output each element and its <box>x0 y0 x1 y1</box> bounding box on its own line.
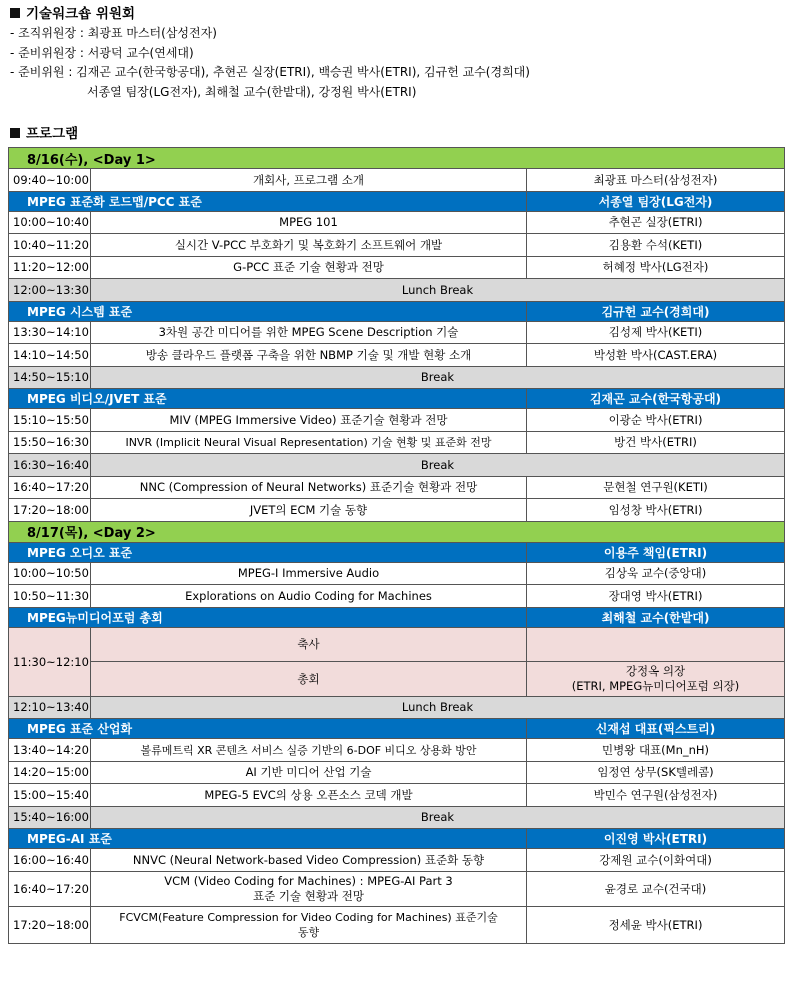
time-cell: 16:00~16:40 <box>9 849 91 872</box>
topic-cell: 실시간 V-PCC 부호화기 및 복호화기 소프트웨어 개발 <box>91 234 527 257</box>
section-title: MPEG 비디오/JVET 표준 <box>9 389 527 409</box>
table-row <box>9 256 785 279</box>
speaker-cell: 정세윤 박사(ETRI) <box>527 906 785 943</box>
speaker-affiliation: (ETRI, MPEG뉴미디어포럼 의장) <box>571 678 740 693</box>
table-row <box>9 476 785 499</box>
section-chair: 신재섭 대표(픽스트리) <box>527 719 785 739</box>
topic-line: 동향 <box>297 925 320 939</box>
time-cell: 10:40~11:20 <box>9 234 91 257</box>
break-label: Lunch Break <box>91 696 785 719</box>
speaker-cell <box>527 627 785 661</box>
section-title: MPEG 표준 산업화 <box>9 719 527 739</box>
speaker-cell: 장대영 박사(ETRI) <box>527 585 785 608</box>
section-title: MPEG-AI 표준 <box>9 829 527 849</box>
section-header-row <box>9 607 785 627</box>
time-cell: 10:00~10:50 <box>9 562 91 585</box>
break-label: Break <box>91 806 785 829</box>
section-title: MPEG뉴미디어포럼 총회 <box>9 607 527 627</box>
break-label: Break <box>91 366 785 389</box>
topic-cell: G-PCC 표준 기술 현황과 전망 <box>91 256 527 279</box>
committee-title: 기술워크숍 위원회 <box>26 6 136 22</box>
speaker-cell: 박민수 연구원(삼성전자) <box>527 784 785 807</box>
speaker-cell: 김용환 수석(KETI) <box>527 234 785 257</box>
speaker-cell: 최광표 마스터(삼성전자) <box>527 169 785 192</box>
time-cell: 14:10~14:50 <box>9 344 91 367</box>
speaker-cell: 김성제 박사(KETI) <box>527 321 785 344</box>
day-header-row <box>9 521 785 542</box>
section-header-row <box>9 829 785 849</box>
speaker-cell: 추현곤 실장(ETRI) <box>527 211 785 234</box>
section-chair: 서종열 팀장(LG전자) <box>527 191 785 211</box>
break-row <box>9 454 785 477</box>
table-row <box>9 871 785 906</box>
committee-line: 서종열 팀장(LG전자), 최해철 교수(한밭대), 강정원 박사(ETRI) <box>87 84 417 99</box>
section-chair: 이용주 책임(ETRI) <box>527 542 785 562</box>
table-row <box>9 234 785 257</box>
time-cell: 11:20~12:00 <box>9 256 91 279</box>
speaker-cell: 임정연 상무(SK텔레콤) <box>527 761 785 784</box>
time-cell: 13:40~14:20 <box>9 739 91 762</box>
section-title: MPEG 시스템 표준 <box>9 301 527 321</box>
speaker-cell: 강제원 교수(이화여대) <box>527 849 785 872</box>
table-row <box>9 431 785 454</box>
table-row <box>9 499 785 522</box>
program-heading <box>10 124 78 144</box>
time-cell: 10:50~11:30 <box>9 585 91 608</box>
table-row <box>9 906 785 943</box>
table-row <box>9 849 785 872</box>
committee-line: - 준비위원장 : 서광덕 교수(연세대) <box>10 45 194 60</box>
section-header-row <box>9 542 785 562</box>
speaker-cell: 민병왕 대표(Mn_nH) <box>527 739 785 762</box>
committee-heading <box>10 4 790 24</box>
speaker-cell: 윤경로 교수(건국대) <box>527 871 785 906</box>
speaker-cell: 박성환 박사(CAST.ERA) <box>527 344 785 367</box>
section-chair: 최해철 교수(한밭대) <box>527 607 785 627</box>
speaker-cell: 이광순 박사(ETRI) <box>527 409 785 432</box>
break-row <box>9 366 785 389</box>
section-header-row <box>9 301 785 321</box>
table-row <box>9 321 785 344</box>
break-row <box>9 806 785 829</box>
time-cell: 16:30~16:40 <box>9 454 91 477</box>
time-cell: 12:00~13:30 <box>9 279 91 302</box>
square-bullet-icon <box>10 8 20 18</box>
time-cell: 17:20~18:00 <box>9 906 91 943</box>
topic-cell: 볼류메트릭 XR 콘텐츠 서비스 실증 기반의 6-DOF 비디오 상용화 방안 <box>91 739 527 762</box>
topic-cell: MPEG 101 <box>91 211 527 234</box>
section-chair: 김규헌 교수(경희대) <box>527 301 785 321</box>
table-row <box>9 344 785 367</box>
break-row <box>9 696 785 719</box>
speaker-name: 강정옥 의장 <box>625 663 686 678</box>
topic-cell: MIV (MPEG Immersive Video) 표준기술 현황과 전망 <box>91 409 527 432</box>
committee-line: - 조직위원장 : 최광표 마스터(삼성전자) <box>10 26 217 40</box>
topic-cell: 축사 <box>91 627 527 661</box>
break-label: Break <box>91 454 785 477</box>
time-cell: 09:40~10:00 <box>9 169 91 192</box>
topic-cell: 총회 <box>91 661 527 696</box>
section-chair: 이진영 박사(ETRI) <box>527 829 785 849</box>
topic-cell: MPEG-I Immersive Audio <box>91 562 527 585</box>
table-row <box>9 627 785 661</box>
break-row <box>9 279 785 302</box>
table-row <box>9 761 785 784</box>
topic-cell <box>91 871 527 906</box>
day-header-row <box>9 148 785 169</box>
table-row <box>9 562 785 585</box>
day-label: 8/16(수), <Day 1> <box>9 148 785 169</box>
topic-cell: INVR (Implicit Neural Visual Representation) 기술 현황 및 표준화 전망 <box>91 431 527 454</box>
time-cell: 14:20~15:00 <box>9 761 91 784</box>
time-cell: 17:20~18:00 <box>9 499 91 522</box>
topic-cell: JVET의 ECM 기술 동향 <box>91 499 527 522</box>
table-row <box>9 585 785 608</box>
speaker-cell: 임성창 박사(ETRI) <box>527 499 785 522</box>
program-title: 프로그램 <box>26 126 79 142</box>
topic-cell: AI 기반 미디어 산업 기술 <box>91 761 527 784</box>
topic-cell: 방송 클라우드 플랫폼 구축을 위한 NBMP 기술 및 개발 현황 소개 <box>91 344 527 367</box>
table-row <box>9 661 785 696</box>
time-cell: 15:00~15:40 <box>9 784 91 807</box>
time-cell: 15:10~15:50 <box>9 409 91 432</box>
topic-line: FCVCM(Feature Compression for Video Coding for Machines) 표준기술 <box>119 910 498 924</box>
speaker-cell: 문현철 연구원(KETI) <box>527 476 785 499</box>
topic-line: VCM (Video Coding for Machines) : MPEG-AI Part 3 <box>164 873 453 888</box>
speaker-cell <box>527 661 785 696</box>
break-label: Lunch Break <box>91 279 785 302</box>
table-row <box>9 409 785 432</box>
speaker-cell: 방건 박사(ETRI) <box>527 431 785 454</box>
topic-cell: NNVC (Neural Network-based Video Compression) 표준화 동향 <box>91 849 527 872</box>
topic-line: 표준 기술 현황과 전망 <box>253 888 364 903</box>
section-title: MPEG 오디오 표준 <box>9 542 527 562</box>
table-row <box>9 784 785 807</box>
committee-section <box>10 4 790 102</box>
time-cell: 12:10~13:40 <box>9 696 91 719</box>
topic-cell <box>91 906 527 943</box>
day-label: 8/17(목), <Day 2> <box>9 521 785 542</box>
table-row <box>9 211 785 234</box>
section-header-row <box>9 389 785 409</box>
section-header-row <box>9 719 785 739</box>
topic-cell: Explorations on Audio Coding for Machines <box>91 585 527 608</box>
topic-cell: MPEG-5 EVC의 상용 오픈소스 코덱 개발 <box>91 784 527 807</box>
topic-cell: 3차원 공간 미디어를 위한 MPEG Scene Description 기술 <box>91 321 527 344</box>
speaker-cell: 김상욱 교수(중앙대) <box>527 562 785 585</box>
section-chair: 김재곤 교수(한국항공대) <box>527 389 785 409</box>
section-header-row <box>9 191 785 211</box>
time-cell: 10:00~10:40 <box>9 211 91 234</box>
time-cell: 13:30~14:10 <box>9 321 91 344</box>
topic-cell: NNC (Compression of Neural Networks) 표준기술 현황과 전망 <box>91 476 527 499</box>
committee-line: - 준비위원 : 김재곤 교수(한국항공대), 추현곤 실장(ETRI), 백승권 박사(ETRI), 김규헌 교수(경희대) <box>10 65 530 79</box>
time-cell: 16:40~17:20 <box>9 871 91 906</box>
program-table <box>8 147 785 944</box>
table-row <box>9 169 785 192</box>
time-cell: 15:50~16:30 <box>9 431 91 454</box>
speaker-cell: 허혜정 박사(LG전자) <box>527 256 785 279</box>
time-cell: 11:30~12:10 <box>9 627 91 696</box>
time-cell: 16:40~17:20 <box>9 476 91 499</box>
section-title: MPEG 표준화 로드맵/PCC 표준 <box>9 191 527 211</box>
topic-cell: 개회사, 프로그램 소개 <box>91 169 527 192</box>
table-row <box>9 739 785 762</box>
square-bullet-icon <box>10 128 20 138</box>
time-cell: 14:50~15:10 <box>9 366 91 389</box>
time-cell: 15:40~16:00 <box>9 806 91 829</box>
